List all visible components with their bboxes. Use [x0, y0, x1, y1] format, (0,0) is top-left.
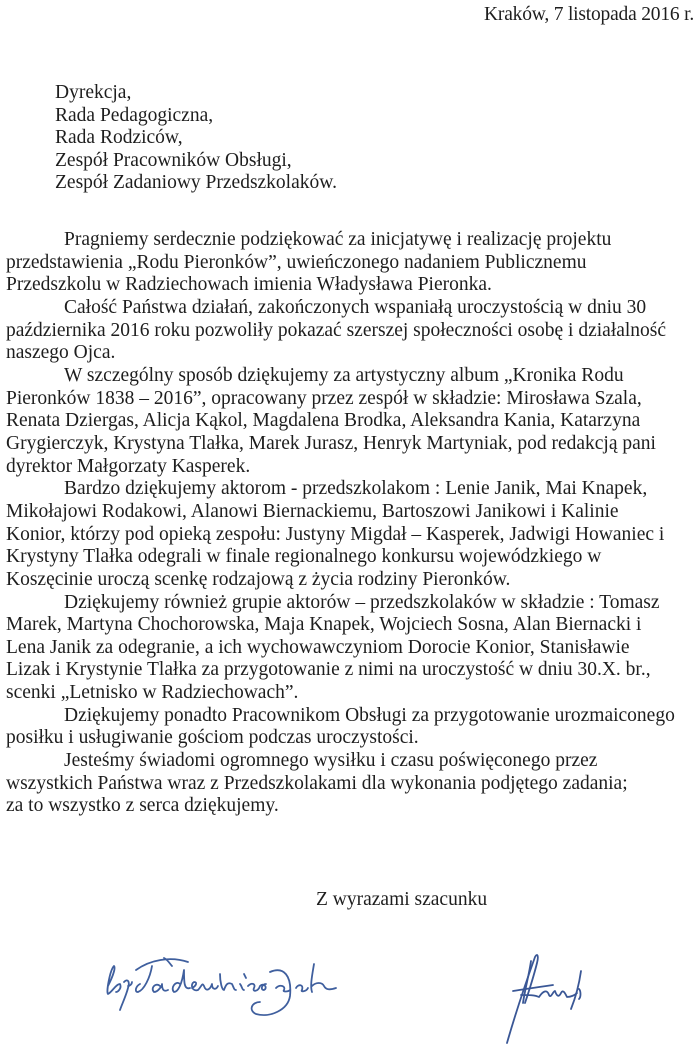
addressee: Rada Pedagogiczna, [55, 104, 214, 126]
text-line: Jesteśmy świadomi ogromnego wysiłku i czasu poświęconego przez [64, 750, 598, 772]
text-line: Pieronków 1838 – 2016”, opracowany przez zespół w składzie: Mirosława Szala, [6, 387, 642, 409]
addressee: Zespół Pracowników Obsługi, [55, 149, 292, 171]
text-line: Dziękujemy ponadto Pracownikom Obsługi za przygotowanie urozmaiconego [64, 704, 675, 726]
text-line: Lizak i Krystynie Tlałka za przygotowanie z nimi na uroczystość w dniu 30.X. br., [6, 659, 651, 681]
text-line: za to wszystko z serca dziękujemy. [6, 795, 279, 817]
text-line: Lena Janik za odegranie, a ich wychowawczyniom Dorocie Konior, Stanisławie [6, 636, 630, 658]
signature-bishop [100, 948, 340, 1028]
text-line: przedstawienia „Rodu Pieronków”, uwieńczonego nadaniem Publicznemu [6, 251, 587, 273]
paragraph-service-staff [6, 705, 696, 750]
addressee: Zespół Zadaniowy Przedszkolaków. [55, 172, 337, 194]
addressee: Dyrekcja, [55, 82, 132, 103]
date-line: Kraków, 7 listopada 2016 r. [484, 4, 694, 25]
paragraph-ceremony [6, 297, 696, 365]
text-line: Koszęcinie uroczą scenkę rodzajową z życia rodziny Pieronków. [6, 568, 511, 590]
text-line: Marek, Martyna Chochorowska, Maja Knapek, Wojciech Sosna, Alan Biernacki i [6, 614, 642, 636]
addressee: Rada Rodziców, [55, 127, 183, 149]
text-line: scenki „Letnisko w Radziechowach”. [6, 682, 299, 704]
text-line: Mikołajowi Rodakowi, Alanowi Biernackiemu, Bartoszowi Janikowi i Kalinie [6, 500, 619, 522]
text-line: Dziękujemy również grupie aktorów – przedszkolaków w składzie : Tomasz [64, 591, 660, 613]
text-line: Pragniemy serdecznie podziękować za inicjatywę i realizację projektu [64, 229, 612, 250]
letter-body [6, 229, 696, 818]
paragraph-actors [6, 478, 696, 591]
text-line: posiłku i usługiwanie gościom podczas uroczystości. [6, 727, 419, 749]
signature-stroke [507, 955, 581, 1043]
paragraph-thanks-initiative [6, 229, 696, 297]
text-line: Przedszkolu w Radziechowach imienia Władysława Pieronka. [6, 274, 492, 296]
text-line: dyrektor Małgorzaty Kasperek. [6, 455, 251, 477]
paragraph-actor-group [6, 592, 696, 705]
text-line: Bardzo dziękujemy aktorom - przedszkolakom : Lenie Janik, Mai Knapek, [64, 478, 648, 500]
paragraph-album [6, 365, 696, 478]
text-line: W szczególny sposób dziękujemy za artystyczny album „Kronika Rodu [64, 364, 624, 386]
closing-salutation: Z wyrazami szacunku [316, 889, 488, 910]
signature-stroke [107, 958, 336, 1015]
text-line: Krystyny Tlałka odegrali w finale regionalnego konkursu wojewódzkiego w [6, 546, 602, 568]
text-line: Grygierczyk, Krystyna Tlałka, Marek Jurasz, Henryk Martyniak, pod redakcją pani [6, 432, 656, 454]
paragraph-gratitude [6, 750, 696, 818]
text-line: Renata Dziergas, Alicja Kąkol, Magdalena Brodka, Aleksandra Kania, Katarzyna [6, 410, 641, 432]
text-line: Konior, którzy pod opieką zespołu: Justyny Migdał – Kasperek, Jadwigi Howaniec i [6, 523, 665, 545]
text-line: wszystkich Państwa wraz z Przedszkolakami dla wykonania podjętego zadania; [6, 772, 628, 794]
text-line: października 2016 roku pozwoliły pokazać szerszej społeczności osobę i działalność [6, 319, 667, 341]
text-line: Całość Państwa działań, zakończonych wspaniałą uroczystością w dniu 30 [64, 296, 647, 318]
text-line: naszego Ojca. [6, 342, 116, 364]
addressee-list [55, 82, 337, 195]
signature-second [495, 945, 605, 1055]
